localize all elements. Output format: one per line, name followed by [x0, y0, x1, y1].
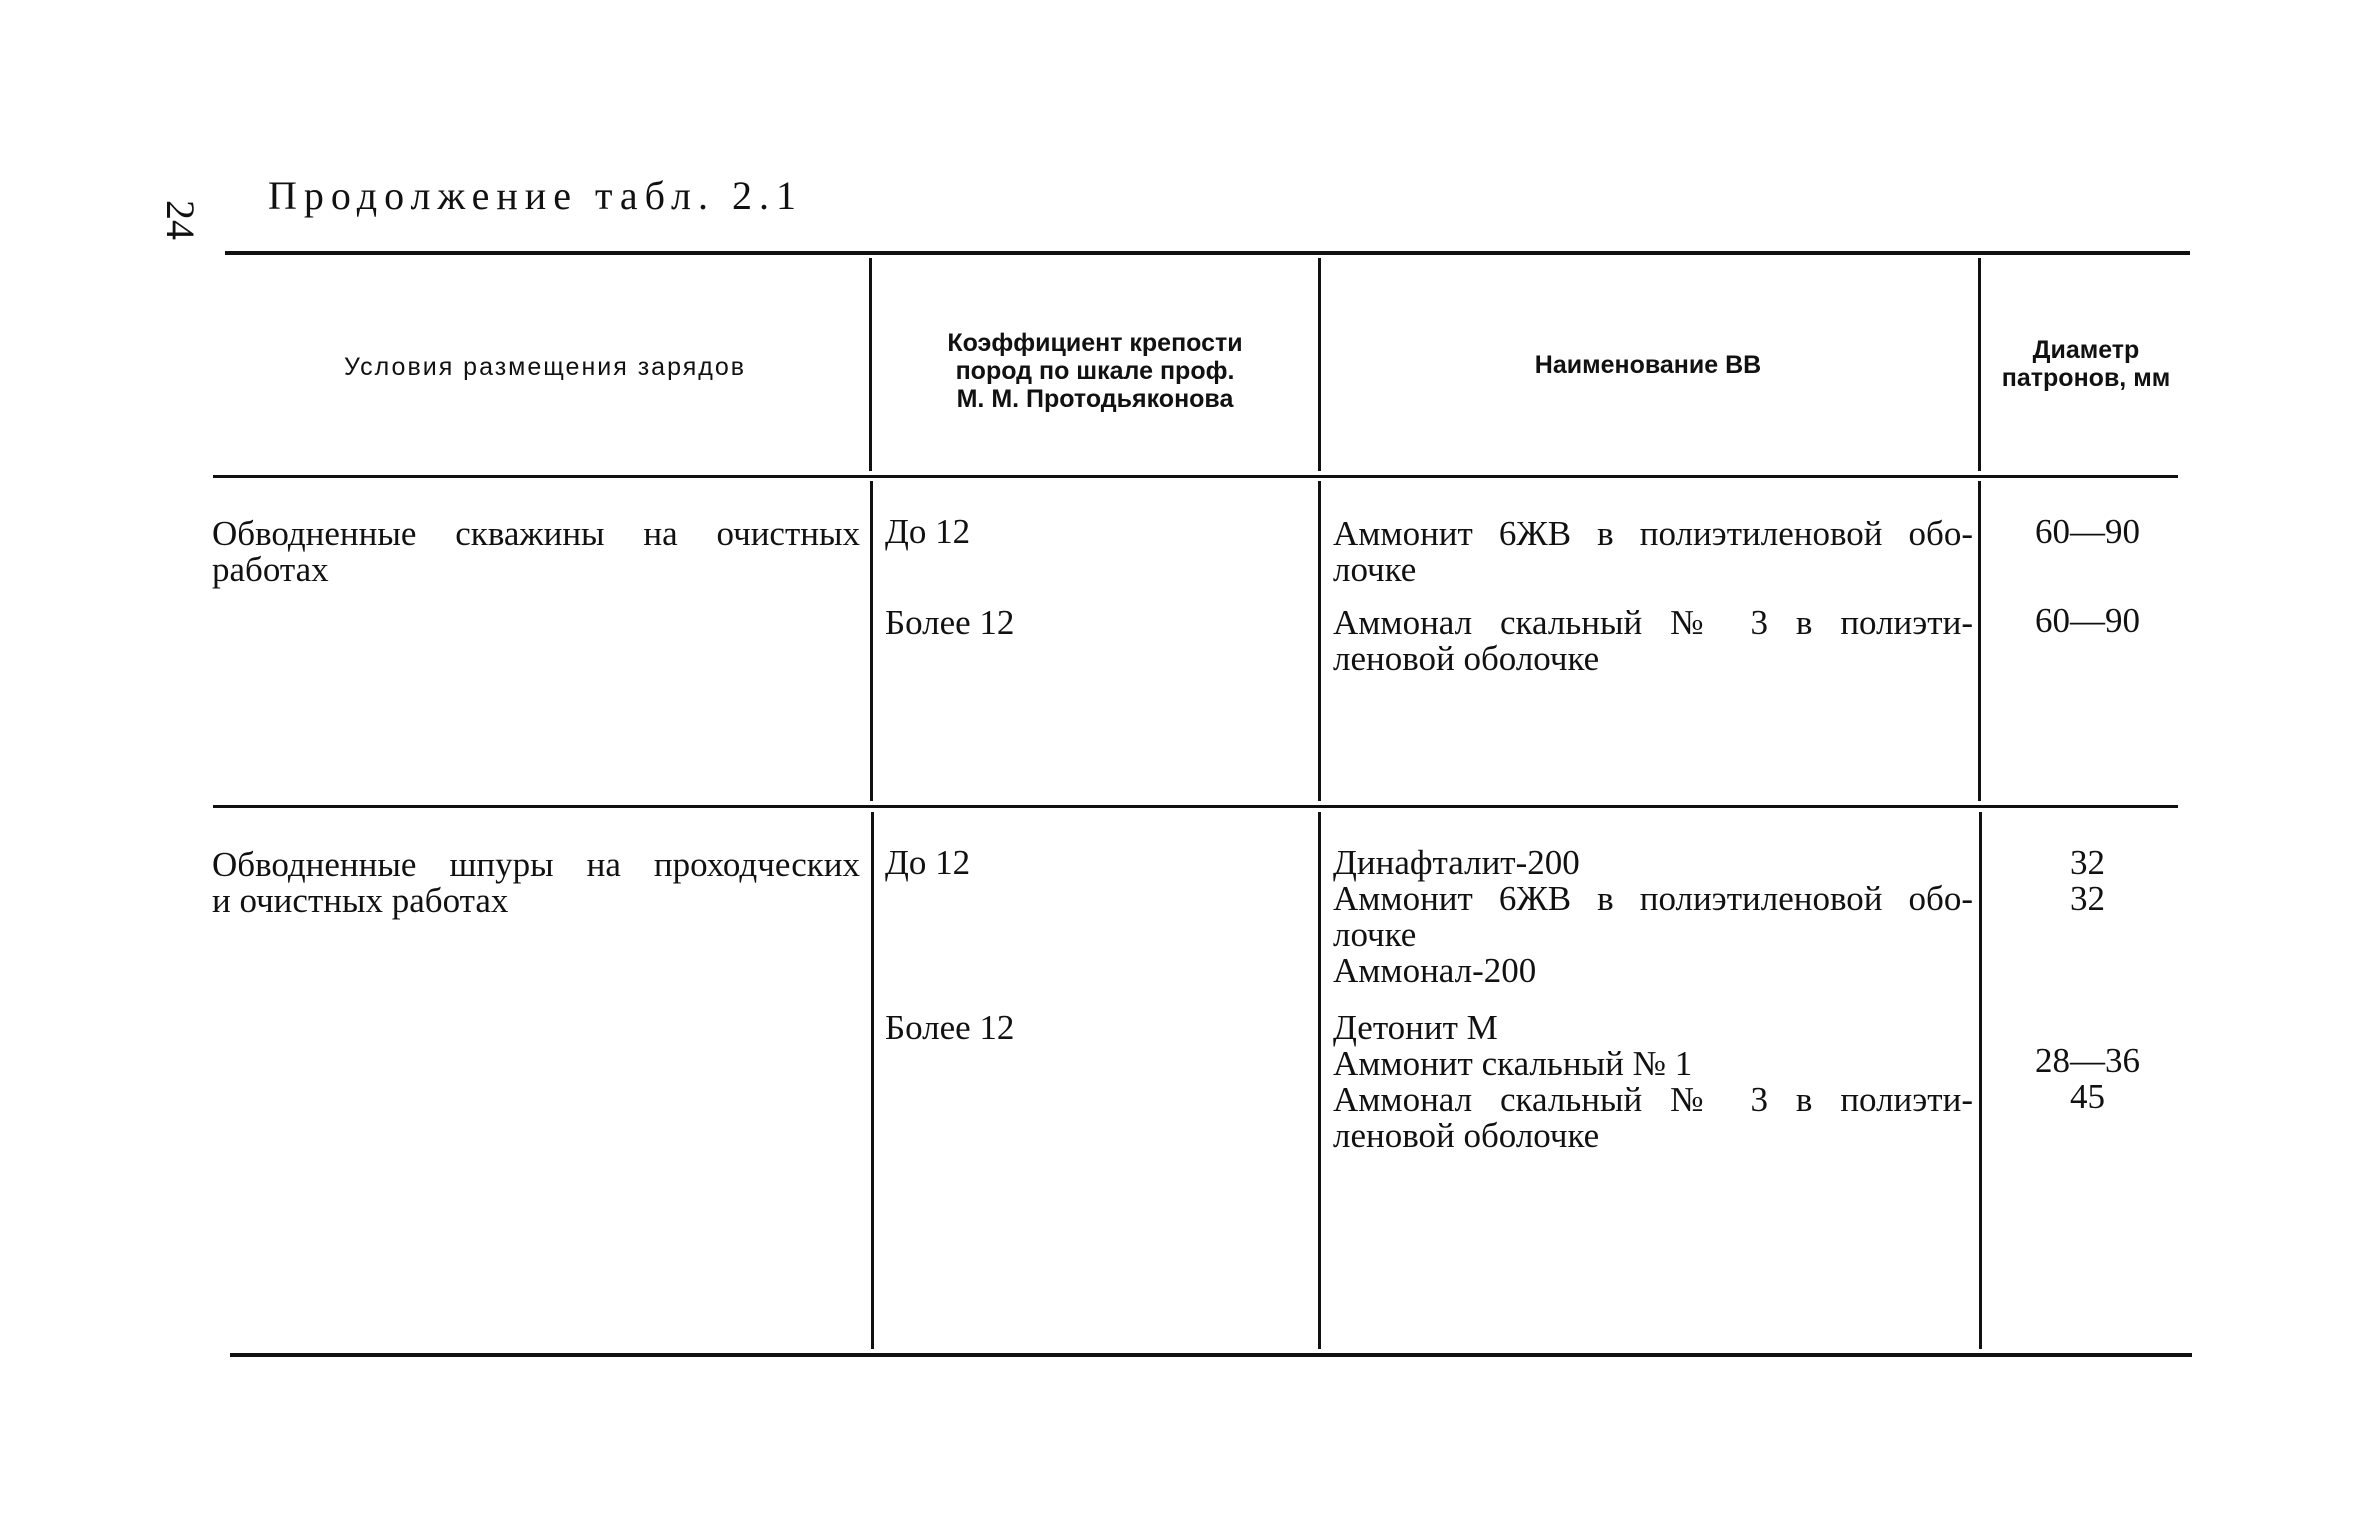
- group1-col-divider-1: [870, 481, 873, 801]
- header-col-divider-1: [869, 258, 872, 471]
- page-number: 24: [158, 200, 203, 240]
- group1-row2-diameter: 60—90: [2035, 601, 2140, 640]
- group2-col-divider-1: [871, 812, 874, 1349]
- table-bottom-rule: [230, 1353, 2192, 1357]
- explosive-ammonal-200: Аммонал-200: [1333, 951, 1537, 990]
- group2-row1-coefficient: До 12: [885, 843, 971, 882]
- group2-row2-explosives: [1333, 1010, 1973, 1154]
- table-top-rule: [225, 251, 2190, 255]
- diameter-dinaftalit-200: 32: [2070, 843, 2105, 882]
- header-col-divider-3: [1978, 258, 1981, 471]
- group1-row1-coefficient: До 12: [885, 512, 971, 551]
- explosive-ammonit-6zhv-line2: лочке: [1333, 915, 1417, 954]
- explosive-detonit-m: Детонит М: [1333, 1008, 1498, 1047]
- group1-condition: Обводненные скважины на очистных работах: [212, 514, 860, 589]
- group2-row1-explosives: [1333, 845, 1973, 989]
- header-coefficient: Коэффициент крепости пород по шкале проф. М. М. Протодьяконова: [947, 329, 1243, 413]
- table-caption: Продолжение табл. 2.1: [268, 173, 803, 218]
- header-diameter: Диаметр патронов, мм: [2001, 336, 2171, 392]
- group2-condition: Обводненные шпуры на проходческих и очистных работах: [212, 845, 860, 920]
- group-divider-rule: [213, 805, 2178, 808]
- group1-row1-diameter: 60—90: [2035, 512, 2140, 551]
- diameter-ammonal-skalny-3: 45: [2070, 1077, 2105, 1116]
- header-conditions: Условия размещения зарядов: [343, 353, 747, 381]
- group1-col-divider-2: [1318, 481, 1321, 801]
- explosive-ammonit-6zhv-line1: Аммонит 6ЖВ в полиэтиленовой обо-: [1333, 879, 1973, 918]
- group2-col-divider-2: [1318, 812, 1321, 1349]
- header-col-divider-2: [1318, 258, 1321, 471]
- group2-row2-diameters: [1990, 1043, 2185, 1115]
- explosive-ammonal-skalny-3-line2: леновой оболочке: [1333, 1116, 1600, 1155]
- diameter-ammonit-6zhv: 32: [2070, 879, 2105, 918]
- group2-row1-diameters: [1990, 845, 2185, 917]
- header-bottom-rule: [213, 475, 2178, 478]
- header-explosive: Наименование ВВ: [1534, 351, 1762, 379]
- group2-row2-coefficient: Более 12: [885, 1008, 1015, 1047]
- group1-row2-explosive: Аммонал скальный № 3 в полиэти- леновой оболочке: [1333, 603, 1973, 678]
- diameter-ammonit-skalny-1: 28—36: [2035, 1041, 2140, 1080]
- group1-row2-coefficient: Более 12: [885, 603, 1015, 642]
- group2-col-divider-3: [1979, 812, 1982, 1349]
- group1-col-divider-3: [1978, 481, 1981, 801]
- explosive-ammonit-skalny-1: Аммонит скальный № 1: [1333, 1044, 1693, 1083]
- explosive-dinaftalit-200: Динафталит-200: [1333, 843, 1580, 882]
- explosive-ammonal-skalny-3-line1: Аммонал скальный № 3 в полиэти-: [1333, 1080, 1973, 1119]
- group1-row1-explosive: Аммонит 6ЖВ в полиэтиленовой обо- лочке: [1333, 514, 1973, 589]
